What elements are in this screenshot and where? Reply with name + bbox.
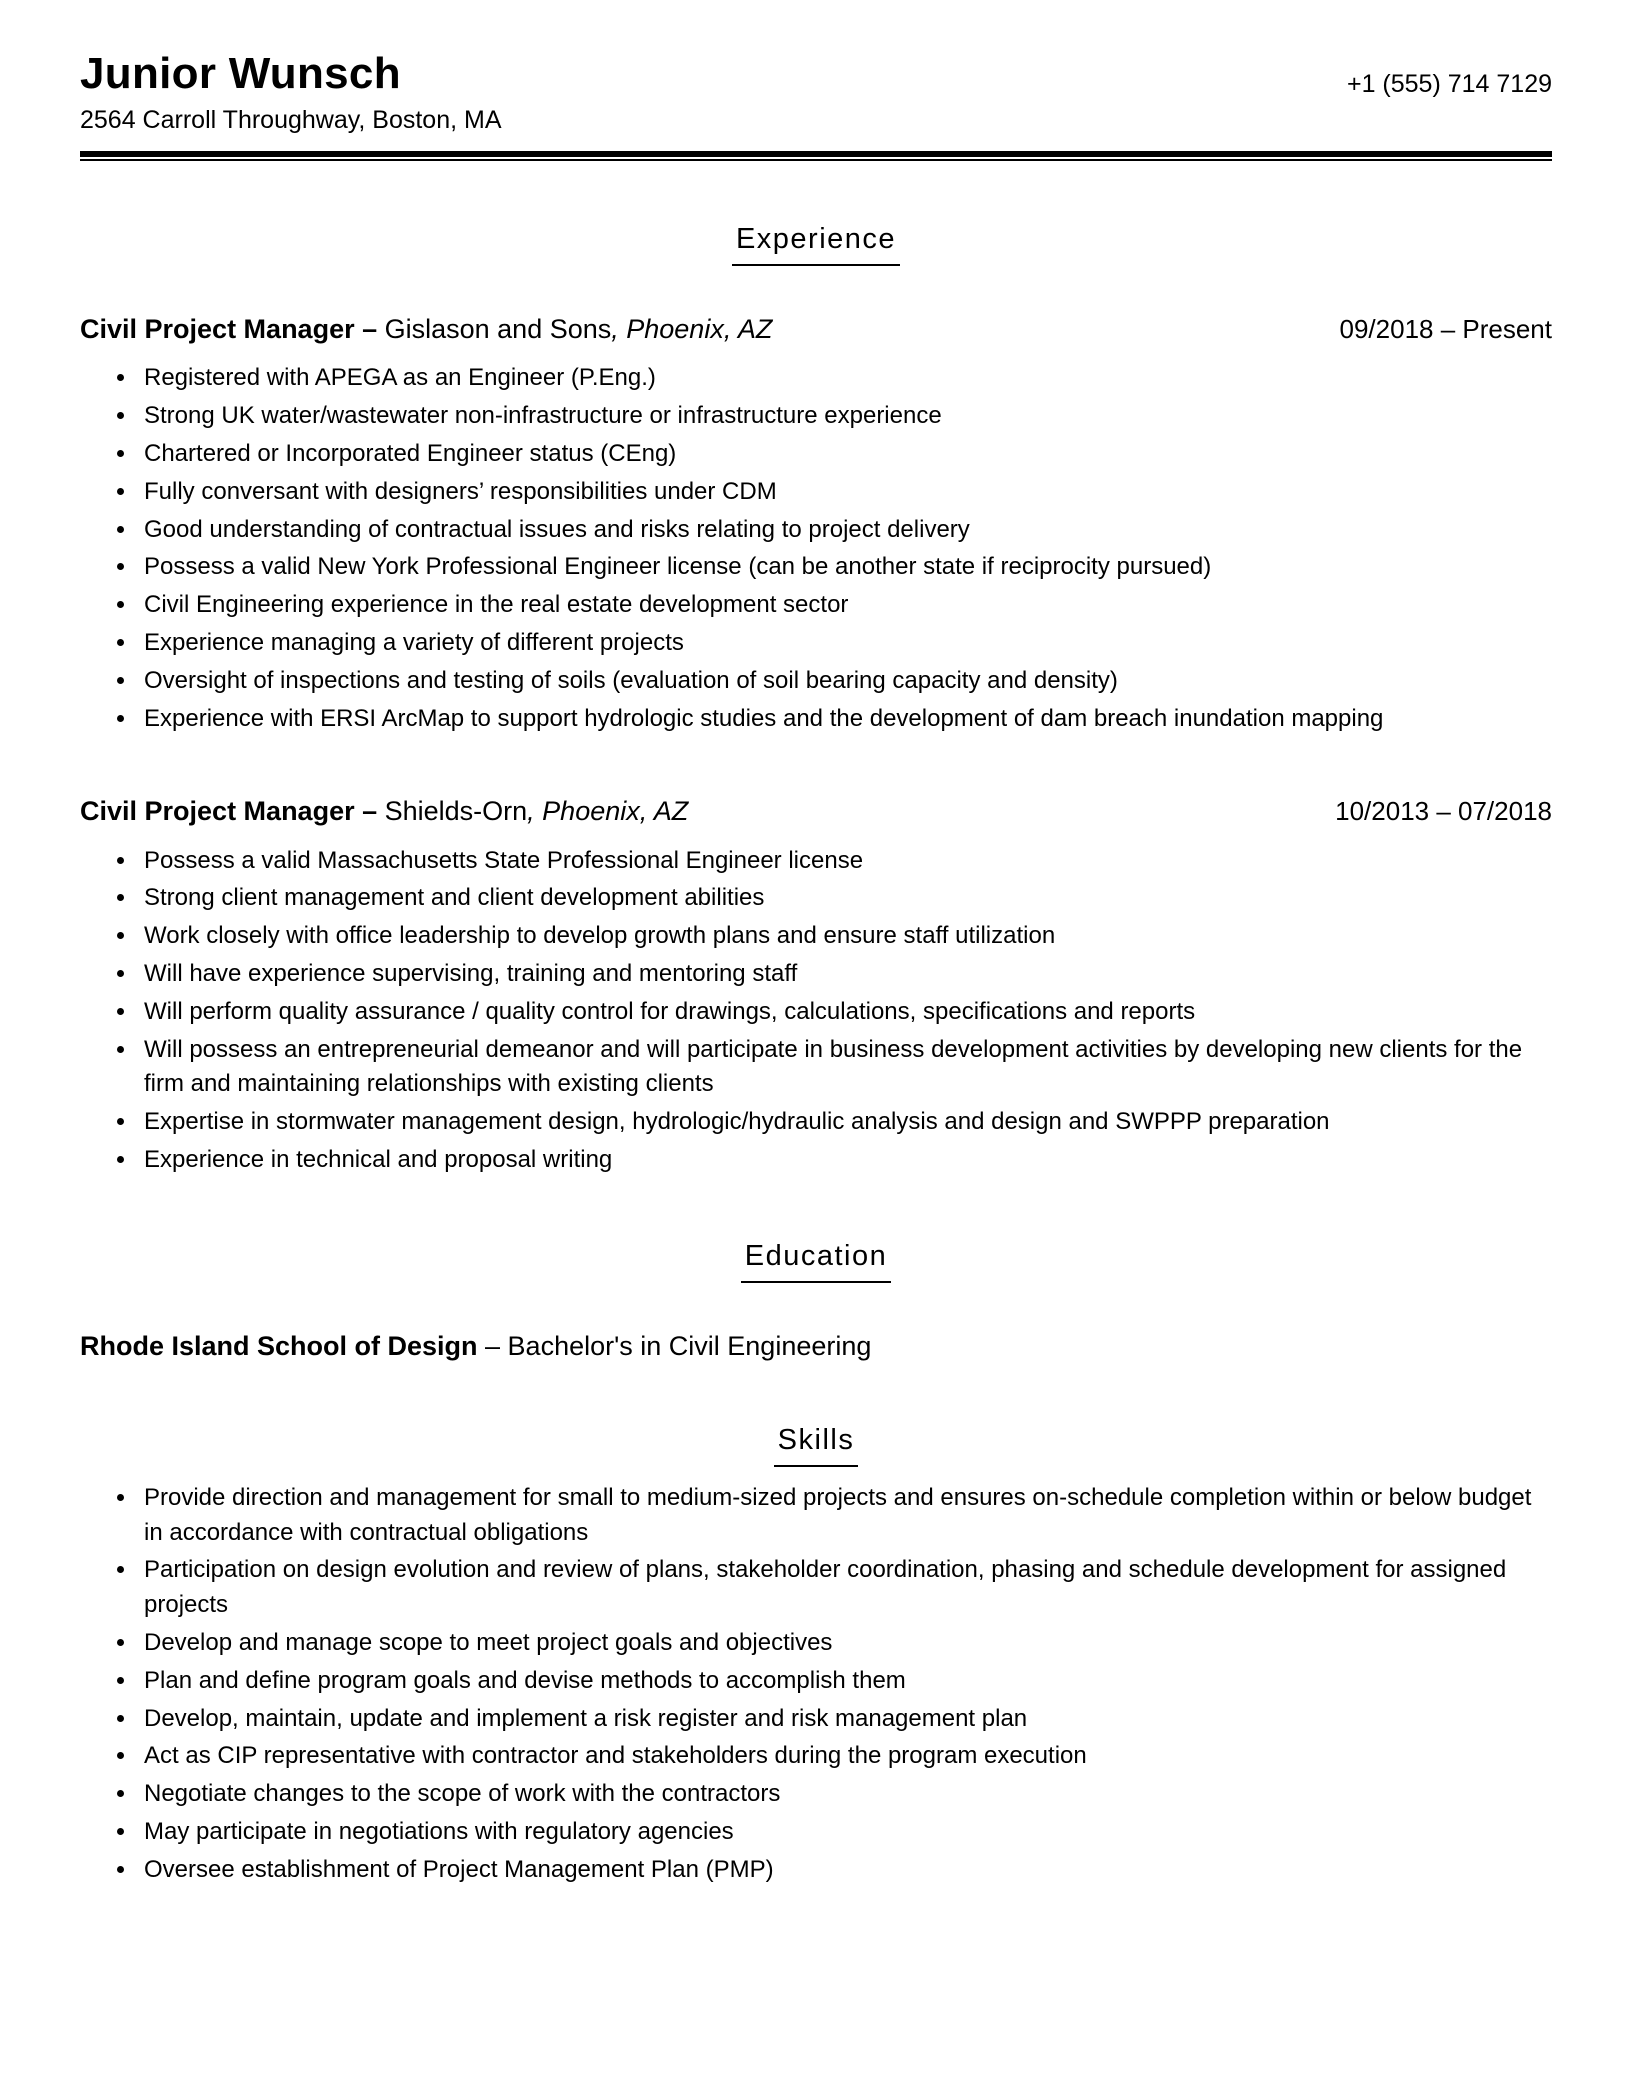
education-section [80,1240,1552,1362]
bullet-item: • Civil Engineering experience in the real estate development sector [138,588,1552,623]
bullet-item: • Provide direction and management for small to medium-sized projects and ensures on-schedule completion within or below budget in accordance with contractual obligations [138,1481,1552,1551]
bullet-item: • Strong client management and client development abilities [138,881,1552,916]
bullet-item: • Strong UK water/wastewater non-infrastructure or infrastructure experience [138,399,1552,434]
bullet-item: • Work closely with office leadership to develop growth plans and ensure staff utilization [138,919,1552,954]
bullet-item: • Good understanding of contractual issues and risks relating to project delivery [138,513,1552,548]
header-divider [80,151,1552,161]
bullet-item: • Oversight of inspections and testing of soils (evaluation of soil bearing capacity and density) [138,664,1552,699]
bullet-item: • Will have experience supervising, training and mentoring staff [138,957,1552,992]
bullet-item: • Chartered or Incorporated Engineer status (CEng) [138,437,1552,472]
skills-section-title-text: Skills [774,1424,859,1467]
education-school: Rhode Island School of Design [80,1330,478,1361]
job-bullet-list [80,844,1552,1178]
job-dates: 09/2018 – Present [1339,314,1552,345]
bullet-item: • Possess a valid Massachusetts State Professional Engineer license [138,844,1552,879]
skills-section [80,1424,1552,1888]
bullet-item: • Expertise in stormwater management design, hydrologic/hydraulic analysis and design and SWPPP preparation [138,1105,1552,1140]
bullet-item: • Develop, maintain, update and implement a risk register and risk management plan [138,1702,1552,1737]
resume-header [80,50,1552,135]
job-role: Civil Project Manager – [80,314,378,345]
bullet-item: • Oversee establishment of Project Management Plan (PMP) [138,1853,1552,1888]
education-section-title [80,1240,1552,1283]
job-header [80,794,1552,829]
bullet-item: • Will possess an entrepreneurial demeanor and will participate in business development activities by developing new clients for the firm and maintaining relationships with existing clients [138,1033,1552,1103]
bullet-item: • Registered with APEGA as an Engineer (P.Eng.) [138,361,1552,396]
bullet-item: • Experience in technical and proposal writing [138,1143,1552,1178]
job-header [80,312,1552,347]
job-company: Shields-Orn [377,796,528,827]
experience-section-title-text: Experience [732,223,900,266]
bullet-item: • Fully conversant with designers’ responsibilities under CDM [138,475,1552,510]
bullet-item: • Participation on design evolution and review of plans, stakeholder coordination, phasing and schedule development for assigned projects [138,1553,1552,1623]
education-section-title-text: Education [741,1240,892,1283]
job-title [80,312,772,347]
job-entry [80,312,1552,736]
bullet-item: • May participate in negotiations with regulatory agencies [138,1815,1552,1850]
bullet-item: • Will perform quality assurance / quality control for drawings, calculations, specifications and reports [138,995,1552,1030]
skills-bullet-list [80,1481,1552,1888]
job-bullet-list [80,361,1552,736]
experience-section-title [80,223,1552,266]
job-role: Civil Project Manager – [80,796,378,827]
job-dates: 10/2013 – 07/2018 [1335,796,1552,827]
education-degree: – Bachelor's in Civil Engineering [477,1330,872,1361]
job-entry [80,794,1552,1177]
bullet-item: • Negotiate changes to the scope of work with the contractors [138,1777,1552,1812]
bullet-item: • Develop and manage scope to meet project goals and objectives [138,1626,1552,1661]
job-location: , Phoenix, AZ [611,314,773,345]
job-title [80,794,688,829]
candidate-address: 2564 Carroll Throughway, Boston, MA [80,106,502,135]
job-location: , Phoenix, AZ [527,796,689,827]
job-company: Gislason and Sons [377,314,612,345]
header-identity-block [80,50,502,135]
bullet-item: • Possess a valid New York Professional Engineer license (can be another state if reciprocity pursued) [138,550,1552,585]
candidate-name: Junior Wunsch [80,49,401,98]
bullet-item: • Experience managing a variety of different projects [138,626,1552,661]
candidate-phone: +1 (555) 714 7129 [1346,70,1552,98]
bullet-item: • Act as CIP representative with contractor and stakeholders during the program execution [138,1739,1552,1774]
education-entry [80,1331,1552,1362]
bullet-item: • Experience with ERSI ArcMap to support hydrologic studies and the development of dam breach inundation mapping [138,702,1552,737]
experience-section [80,223,1552,1177]
skills-section-title [80,1424,1552,1467]
bullet-item: • Plan and define program goals and devise methods to accomplish them [138,1664,1552,1699]
